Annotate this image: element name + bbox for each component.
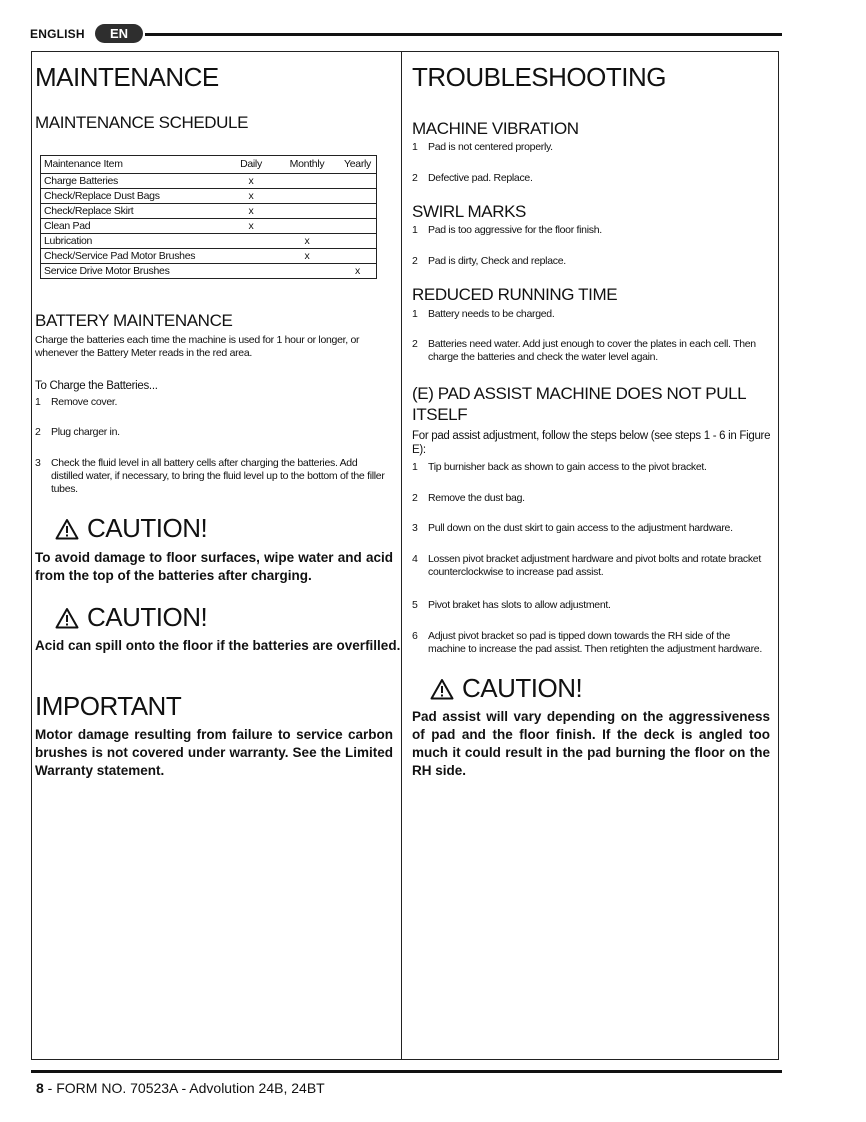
item-text-line-1: Batteries need water. Add just enough to cover the plates in each cell. Then [428,338,756,350]
table-cell-daily: x [227,204,275,219]
table-header-monthly: Monthly [275,156,339,174]
warning-triangle-icon [55,518,79,540]
pad-assist-intro-line-1: For pad assist adjustment, follow the steps below (see steps 1 - 6 in Figure [412,430,771,442]
warning-triangle-icon [430,678,454,700]
table-header-item: Maintenance Item [41,156,228,174]
step-text-line-2: distilled water, if necessary, to bring the fluid level up to the bottom of the filler [51,470,385,482]
table-cell-daily [227,264,275,279]
table-cell-monthly [275,174,339,189]
caution-3-heading [430,673,582,704]
table-cell-yearly [339,204,377,219]
step-number: 2 [412,492,418,504]
step-number: 3 [35,457,41,469]
step-number: 5 [412,599,418,611]
table-cell-item: Service Drive Motor Brushes [41,264,228,279]
table-cell-monthly [275,219,339,234]
caution-label: CAUTION! [87,602,208,632]
caution-1-text: To avoid damage to floor surfaces, wipe water and acid from the top of the batteries after charging. [35,550,393,583]
item-text: Defective pad. Replace. [428,172,533,184]
important-title: IMPORTANT [35,691,182,721]
table-row [41,189,377,204]
step-text: Pull down on the dust skirt to gain access to the adjustment hardware. [428,522,733,534]
table-cell-yearly [339,189,377,204]
step-text-line-3: tubes. [51,483,78,495]
reduced-running-time-title: REDUCED RUNNING TIME [412,285,618,304]
header-rule [145,33,782,36]
table-cell-item: Check/Replace Skirt [41,204,228,219]
item-text-line-2: charge the batteries and check the water level again. [428,351,658,363]
item-number: 1 [412,224,418,236]
maintenance-schedule-table [40,155,377,279]
caution-2-heading [55,602,207,633]
caution-3-text: Pad assist will vary depending on the aggressiveness of pad and the floor finish. If the deck is angled too much it could result in the pad burning the floor on the RH side. [412,709,770,778]
step-text-line-1: Check the fluid level in all battery cells after charging the batteries. Add [51,457,358,469]
table-cell-yearly: x [339,264,377,279]
footer-rule [31,1070,782,1073]
table-row [41,204,377,219]
table-cell-item: Clean Pad [41,219,228,234]
table-cell-item: Lubrication [41,234,228,249]
machine-vibration-title: MACHINE VIBRATION [412,119,579,138]
table-cell-monthly [275,204,339,219]
table-row [41,174,377,189]
table-header-yearly: Yearly [339,156,377,174]
table-cell-yearly [339,234,377,249]
battery-intro-line-2: whenever the Battery Meter reads in the red area. [35,347,253,359]
table-cell-daily: x [227,174,275,189]
pad-assist-intro-line-2: E): [412,444,426,456]
step-text: Remove cover. [51,396,118,408]
item-number: 1 [412,308,418,320]
step-number: 6 [412,630,418,642]
table-cell-item: Check/Service Pad Motor Brushes [41,249,228,264]
swirl-marks-title: SWIRL MARKS [412,202,526,221]
step-number: 4 [412,553,418,565]
battery-intro-line-1: Charge the batteries each time the machine is used for 1 hour or longer, or [35,334,360,346]
language-badge: EN [95,24,143,43]
step-number: 1 [412,461,418,473]
warning-triangle-icon [55,607,79,629]
table-cell-monthly: x [275,234,339,249]
table-cell-yearly [339,219,377,234]
step-text-line-2: counterclockwise to increase pad assist. [428,566,604,578]
important-text: Motor damage resulting from failure to service carbon brushes is not covered under warranty. See the Limited Warranty statement. [35,727,393,778]
item-text: Pad is dirty, Check and replace. [428,255,566,267]
table-row [41,249,377,264]
header-language: ENGLISH [30,27,85,41]
step-text: Pivot braket has slots to allow adjustment. [428,599,611,611]
maintenance-schedule-title: MAINTENANCE SCHEDULE [35,113,249,132]
table-row [41,234,377,249]
footer [36,1080,325,1096]
step-text: Remove the dust bag. [428,492,525,504]
table-cell-daily [227,234,275,249]
item-text: Pad is too aggressive for the floor finish. [428,224,602,236]
item-number: 1 [412,141,418,153]
table-row [41,264,377,279]
step-number: 3 [412,522,418,534]
table-cell-item: Charge Batteries [41,174,228,189]
table-row [41,219,377,234]
maintenance-title: MAINTENANCE [35,62,219,92]
step-text: Tip burnisher back as shown to gain access to the pivot bracket. [428,461,707,473]
table-header-daily: Daily [227,156,275,174]
footer-form-text: - FORM NO. 70523A - Advolution 24B, 24BT [43,1080,325,1096]
table-cell-item: Check/Replace Dust Bags [41,189,228,204]
to-charge-heading: To Charge the Batteries... [35,380,158,392]
step-text: Plug charger in. [51,426,120,438]
step-number: 1 [35,396,41,408]
step-number: 2 [35,426,41,438]
table-cell-monthly [275,264,339,279]
item-number: 2 [412,338,418,350]
pad-assist-title-line-2: ITSELF [412,405,468,424]
item-number: 2 [412,255,418,267]
table-cell-yearly [339,174,377,189]
page-number: 8 [36,1080,44,1096]
step-text-line-2: machine to increase the pad assist. Then retighten the adjustment hardware. [428,643,762,655]
caution-2-text: Acid can spill onto the floor if the batteries are overfilled. [35,638,401,653]
table-cell-daily [227,249,275,264]
column-divider [401,51,402,1060]
caution-label: CAUTION! [87,513,208,543]
table-header-row [41,156,377,174]
table-cell-yearly [339,249,377,264]
caution-label: CAUTION! [462,673,583,703]
troubleshooting-title: TROUBLESHOOTING [412,62,666,92]
step-text-line-1: Adjust pivot bracket so pad is tipped down towards the RH side of the [428,630,731,642]
battery-maintenance-title: BATTERY MAINTENANCE [35,311,233,330]
table-cell-monthly [275,189,339,204]
caution-1-heading [55,513,207,544]
item-text: Battery needs to be charged. [428,308,555,320]
pad-assist-title-line-1: (E) PAD ASSIST MACHINE DOES NOT PULL [412,384,747,403]
table-cell-daily: x [227,219,275,234]
table-cell-monthly: x [275,249,339,264]
item-number: 2 [412,172,418,184]
step-text-line-1: Lossen pivot bracket adjustment hardware and pivot bolts and rotate bracket [428,553,761,565]
item-text: Pad is not centered properly. [428,141,553,153]
table-cell-daily: x [227,189,275,204]
